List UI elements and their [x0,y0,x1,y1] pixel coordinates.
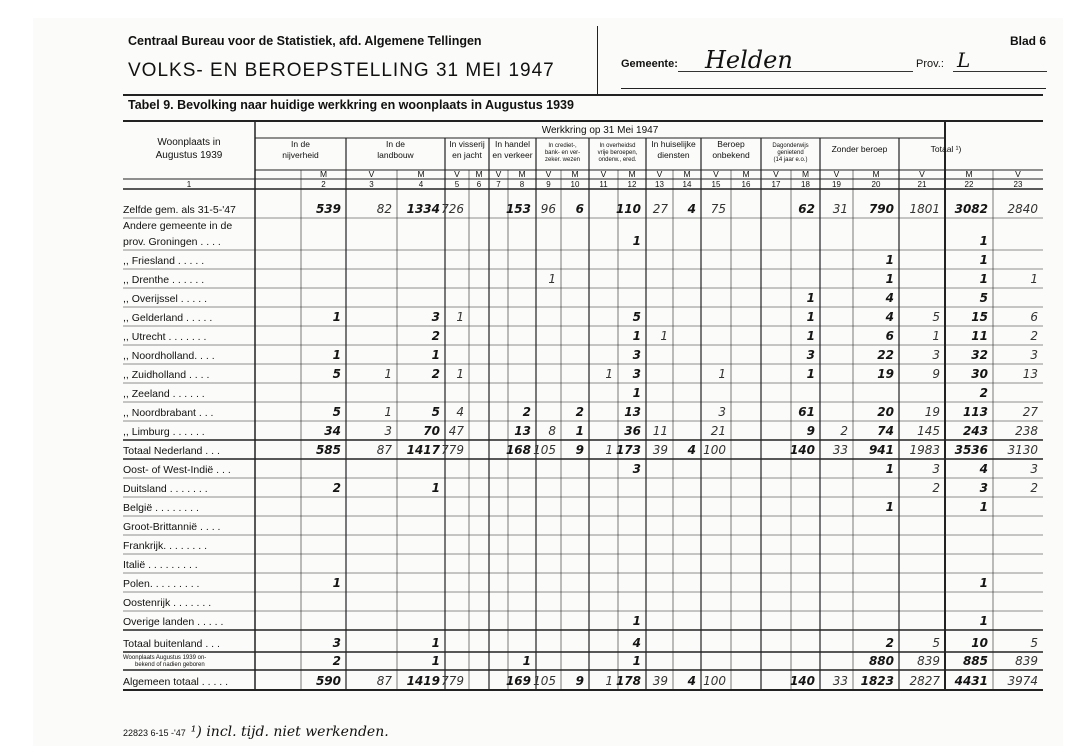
table-cell: 13 [514,424,531,438]
row-label: Totaal Nederland . . . [123,445,220,457]
table-cell: 2 [332,654,341,668]
table-cell: 941 [868,443,894,457]
table-cell: 47 [448,424,464,438]
table-cell: 539 [315,202,341,216]
table-cell: 1801 [909,202,940,216]
table-cell: 2 [840,424,848,438]
table-cell: 2827 [909,674,940,688]
column-number: 3 [369,180,374,189]
table-cell: 2 [431,367,440,381]
table-cell: 790 [868,202,894,216]
table-cell: 3536 [954,443,988,457]
table-cell: 1 [605,674,613,688]
table-cell: 3082 [954,202,988,216]
table-cell: 11 [652,424,668,438]
column-number: 6 [476,180,482,189]
table-cell: 238 [1015,424,1038,438]
group-label-1-0: In de [386,139,405,149]
group-label-5-1: vrije beroepen, [597,150,638,156]
table-cell: 243 [962,424,988,438]
table-cell: 1 [384,367,392,381]
row-header-line-1: Woonplaats in [157,137,221,148]
column-number: 23 [1013,180,1023,189]
row-label: Andere gemeente in de [123,220,233,232]
table-cell: 13 [1022,367,1038,381]
sex-label: M [801,169,810,179]
table-cell: 2 [1030,329,1038,343]
table-cell: 1 [660,329,668,343]
table-cell: 1 [456,367,464,381]
row-label: ,, Zeeland . . . . . . [123,388,205,400]
table-cell: 880 [868,654,894,668]
table-cell: 19 [877,367,894,381]
table-cell: 1417 [406,443,440,457]
table-cell: 1 [332,576,341,590]
row-label: ,, Noordbrabant . . . [123,407,214,419]
table-cell: 5 [1030,636,1038,650]
sex-label: V [545,169,552,179]
column-number: 22 [964,180,974,189]
table-cell: 1 [332,310,341,324]
table-cell: 1 [806,367,815,381]
row-label: Woonplaats Augustus 1939 on- [123,655,207,661]
table-cell: 2840 [1007,202,1038,216]
group-label-2-0: In visserij [449,139,485,149]
table-cell: 105 [533,674,556,688]
table-cell: 4 [979,462,988,476]
table-cell: 3 [1030,462,1038,476]
table-cell: 178 [615,674,641,688]
table-cell: 75 [710,202,726,216]
table-cell: 3 [932,348,940,362]
table-cell: 87 [376,674,392,688]
column-number: 1 [186,180,192,189]
row-label: Groot-Brittannië . . . . [123,521,221,533]
table-cell: 2 [885,636,894,650]
table-cell: 1 [431,636,440,650]
column-number: 13 [655,180,664,189]
table-cell: 1 [979,234,988,248]
table-cell: 1 [1030,272,1038,286]
column-number: 11 [599,180,608,189]
column-number: 5 [454,180,460,189]
print-code: 22823 6-15 -'47 [123,728,186,738]
table-cell: 1 [718,367,726,381]
column-number: 16 [741,180,751,189]
sex-label: M [742,169,750,179]
sex-label: V [833,169,840,179]
table-cell: 105 [533,443,556,457]
sex-label: M [518,169,526,179]
table-cell: 1 [431,348,440,362]
table-cell: 36 [624,424,641,438]
table-cell: 3 [1030,348,1038,362]
group-label-6-0: In huiselijke [651,139,696,149]
group-label-5-2: onderw., ered. [598,157,637,163]
row-label: prov. Groningen . . . . [123,236,221,248]
table-cell: 96 [540,202,556,216]
table-cell: 585 [315,443,341,457]
table-cell: 27 [652,202,668,216]
table-cell: 2 [932,481,940,495]
table-cell: 62 [798,202,815,216]
table-cell: 5 [332,405,341,419]
organization-name: Centraal Bureau voor de Statistiek, afd. Algemene Tellingen [128,34,482,48]
group-label-3-0: In handel [495,139,530,149]
table-cell: 39 [652,443,668,457]
table-cell: 1823 [860,674,894,688]
table-cell: 726 [441,202,464,216]
table-cell: 31 [832,202,848,216]
table-cell: 3130 [1007,443,1038,457]
table-cell: 110 [615,202,641,216]
row-label: ,, Overijssel . . . . . [123,293,208,305]
group-label-8-0: Dagonderwijs [772,143,809,149]
sex-label: V [656,169,663,179]
column-number: 21 [917,180,927,189]
table-cell: 9 [575,443,584,457]
table-cell: 173 [615,443,641,457]
table-cell: 100 [703,443,726,457]
row-label: ,, Noordholland. . . . [123,350,215,362]
row-label: ,, Gelderland . . . . . [123,312,213,324]
table-cell: 4 [632,636,641,650]
table-cell: 15 [971,310,988,324]
table-cell: 1 [932,329,940,343]
census-table [33,18,1063,746]
table-cell: 140 [789,443,815,457]
municipality-value: Helden [705,46,793,74]
table-cell: 21 [710,424,726,438]
province-label: Prov.: [916,58,944,70]
table-cell: 590 [315,674,341,688]
table-cell: 1334 [406,202,440,216]
table-cell: 2 [431,329,440,343]
sex-label: M [319,169,328,179]
table-cell: 1 [575,424,584,438]
table-cell: 9 [806,424,815,438]
table-cell: 3 [979,481,988,495]
table-cell: 3 [932,462,940,476]
table-cell: 34 [324,424,341,438]
table-title: Tabel 9. Bevolking naar huidige werkkring en woonplaats in Augustus 1939 [128,98,574,112]
sex-label: M [683,169,691,179]
table-cell: 3 [632,348,641,362]
group-label-4-2: zeker. wezen [544,157,581,163]
table-cell: 3 [718,405,726,419]
table-cell: 1 [632,614,641,628]
row-label: ,, Friesland . . . . . [123,255,205,267]
table-cell: 1 [548,272,556,286]
row-label: ,, Utrecht . . . . . . . [123,331,207,343]
row-header-line-2: Augustus 1939 [155,150,223,161]
group-label-4-0: In crediet-, [548,143,577,149]
table-cell: 11 [971,329,988,343]
table-cell: 5 [932,310,940,324]
row-label: Italië . . . . . . . . . [123,559,198,571]
table-cell: 5 [431,405,440,419]
column-number: 4 [418,180,424,189]
column-number: 15 [711,180,721,189]
table-cell: 9 [932,367,940,381]
row-label: België . . . . . . . . [123,502,199,514]
table-cell: 30 [971,367,988,381]
table-cell: 1 [885,500,894,514]
table-cell: 10 [971,636,988,650]
table-cell: 1983 [909,443,940,457]
table-cell: 6 [1030,310,1038,324]
table-cell: 87 [376,443,392,457]
sex-label: V [368,169,375,179]
table-cell: 779 [441,443,464,457]
column-number: 7 [496,180,501,189]
row-label: ,, Limburg . . . . . . [123,426,205,438]
group-label-9-0: Zonder beroep [831,144,888,154]
sex-label: M [965,169,973,179]
table-cell: 1 [806,329,815,343]
table-cell: 74 [877,424,894,438]
group-label-8-1: genietend [777,150,804,156]
row-label: Oostenrijk . . . . . . . [123,597,212,609]
group-label-0-1: nijverheid [282,150,319,160]
group-label-1-1: landbouw [377,150,414,160]
table-cell: 27 [1022,405,1038,419]
municipality-label: Gemeente: [621,58,678,70]
table-cell: 2 [1030,481,1038,495]
sex-label: M [475,169,483,179]
group-label-7-0: Beroep [717,139,745,149]
table-cell: 70 [423,424,440,438]
table-cell: 61 [798,405,815,419]
table-cell: 3 [431,310,440,324]
table-cell: 1 [456,310,464,324]
table-cell: 1 [632,386,641,400]
table-cell: 22 [877,348,894,362]
table-cell: 1 [632,329,641,343]
table-cell: 32 [971,348,988,362]
group-label-8-2: (14 jaar e.o.) [773,157,808,163]
table-cell: 20 [877,405,894,419]
table-cell: 153 [505,202,531,216]
table-cell: 9 [575,674,584,688]
table-cell: 1 [979,253,988,267]
table-cell: 8 [548,424,556,438]
table-cell: 3 [806,348,815,362]
table-cell: 1 [431,654,440,668]
table-cell: 1 [605,443,613,457]
sex-label: M [571,169,579,179]
row-label: bekend of nadien geboren [135,662,205,668]
table-cell: 4 [885,291,894,305]
sex-label: M [872,169,880,179]
column-number: 9 [546,180,551,189]
footer [123,724,389,740]
table-cell: 3 [632,367,641,381]
table-cell: 839 [917,654,940,668]
table-cell: 1 [332,348,341,362]
row-label: Zelfde gem. als 31-5-'47 [123,204,236,216]
group-label-7-1: onbekend [712,150,750,160]
table-cell: 3974 [1007,674,1038,688]
table-cell: 6 [885,329,894,343]
table-cell: 4 [885,310,894,324]
table-cell: 1 [605,367,613,381]
column-number: 17 [771,180,781,189]
sex-label: V [1015,169,1021,179]
row-label: Oost- of West-Indië . . . [123,464,231,476]
table-cell: 1 [632,234,641,248]
column-number: 2 [321,180,326,189]
table-cell: 1 [885,253,894,267]
table-cell: 145 [917,424,940,438]
sheet-number: Blad 6 [1010,34,1047,48]
table-cell: 1 [522,654,531,668]
table-cell: 3 [632,462,641,476]
row-label: Algemeen totaal . . . . . [123,676,229,688]
table-cell: 4431 [954,674,988,688]
table-cell: 100 [703,674,726,688]
sex-label: M [628,169,636,179]
column-number: 10 [570,180,580,189]
sex-label: V [454,169,460,179]
table-cell: 4 [687,443,696,457]
column-number: 18 [801,180,810,189]
column-number: 12 [627,180,637,189]
table-cell: 1 [979,614,988,628]
group-label-10-0: Totaal ¹) [930,144,962,154]
table-cell: 2 [522,405,531,419]
sex-label: V [495,169,502,179]
form-title: VOLKS- EN BEROEPSTELLING 31 MEI 1947 [128,60,555,81]
group-label-3-1: en verkeer [492,150,533,160]
sex-label: V [713,169,719,179]
group-label-5-0: In overheidsd [599,143,636,149]
column-number: 8 [519,180,525,189]
group-label-4-1: bank- en ver- [544,150,581,156]
table-cell: 885 [962,654,988,668]
table-cell: 839 [1015,654,1038,668]
table-cell: 1 [806,291,815,305]
group-label-0-0: In de [291,139,310,149]
footnote: ¹) incl. tijd. niet werkenden. [190,724,389,740]
row-label: Duitsland . . . . . . . [123,483,208,495]
table-cell: 33 [832,674,848,688]
table-cell: 3 [332,636,341,650]
table-cell: 5 [632,310,641,324]
sex-label: M [417,169,425,179]
census-form-sheet [33,18,1063,746]
column-number: 20 [871,180,881,189]
table-cell: 13 [624,405,641,419]
sex-label: V [600,169,607,179]
row-label: Frankrijk. . . . . . . . [123,540,208,552]
table-cell: 779 [441,674,464,688]
table-cell: 6 [575,202,584,216]
column-number: 19 [832,180,841,189]
table-cell: 5 [932,636,940,650]
table-cell: 3 [384,424,392,438]
table-cell: 1 [806,310,815,324]
table-cell: 4 [456,405,464,419]
group-label-2-1: en jacht [452,150,482,160]
table-cell: 1 [979,576,988,590]
table-cell: 1 [632,654,641,668]
table-cell: 2 [332,481,341,495]
table-cell: 1419 [406,674,440,688]
table-cell: 1 [431,481,440,495]
table-cell: 39 [652,674,668,688]
table-cell: 5 [979,291,988,305]
table-cell: 19 [924,405,940,419]
table-cell: 1 [979,272,988,286]
table-cell: 2 [979,386,988,400]
province-value: L [957,48,971,72]
group-label-6-1: diensten [657,150,690,160]
sex-label: V [773,169,779,179]
sex-label: V [919,169,925,179]
row-label: ,, Zuidholland . . . . [123,369,210,381]
table-cell: 168 [505,443,531,457]
column-number: 14 [682,180,692,189]
table-cell: 140 [789,674,815,688]
table-cell: 169 [505,674,531,688]
table-cell: 113 [962,405,988,419]
table-cell: 1 [885,272,894,286]
table-cell: 82 [376,202,392,216]
row-label: ,, Drenthe . . . . . . [123,274,205,286]
table-cell: 2 [575,405,584,419]
table-cell: 1 [979,500,988,514]
table-cell: 4 [687,202,696,216]
row-label: Polen. . . . . . . . . [123,578,200,590]
row-label: Totaal buitenland . . . [123,638,220,650]
table-cell: 4 [687,674,696,688]
table-cell: 33 [832,443,848,457]
group-header: Werkkring op 31 Mei 1947 [541,125,659,136]
table-cell: 1 [384,405,392,419]
row-label: Overige landen . . . . . [123,616,224,628]
table-cell: 5 [332,367,341,381]
table-cell: 1 [885,462,894,476]
